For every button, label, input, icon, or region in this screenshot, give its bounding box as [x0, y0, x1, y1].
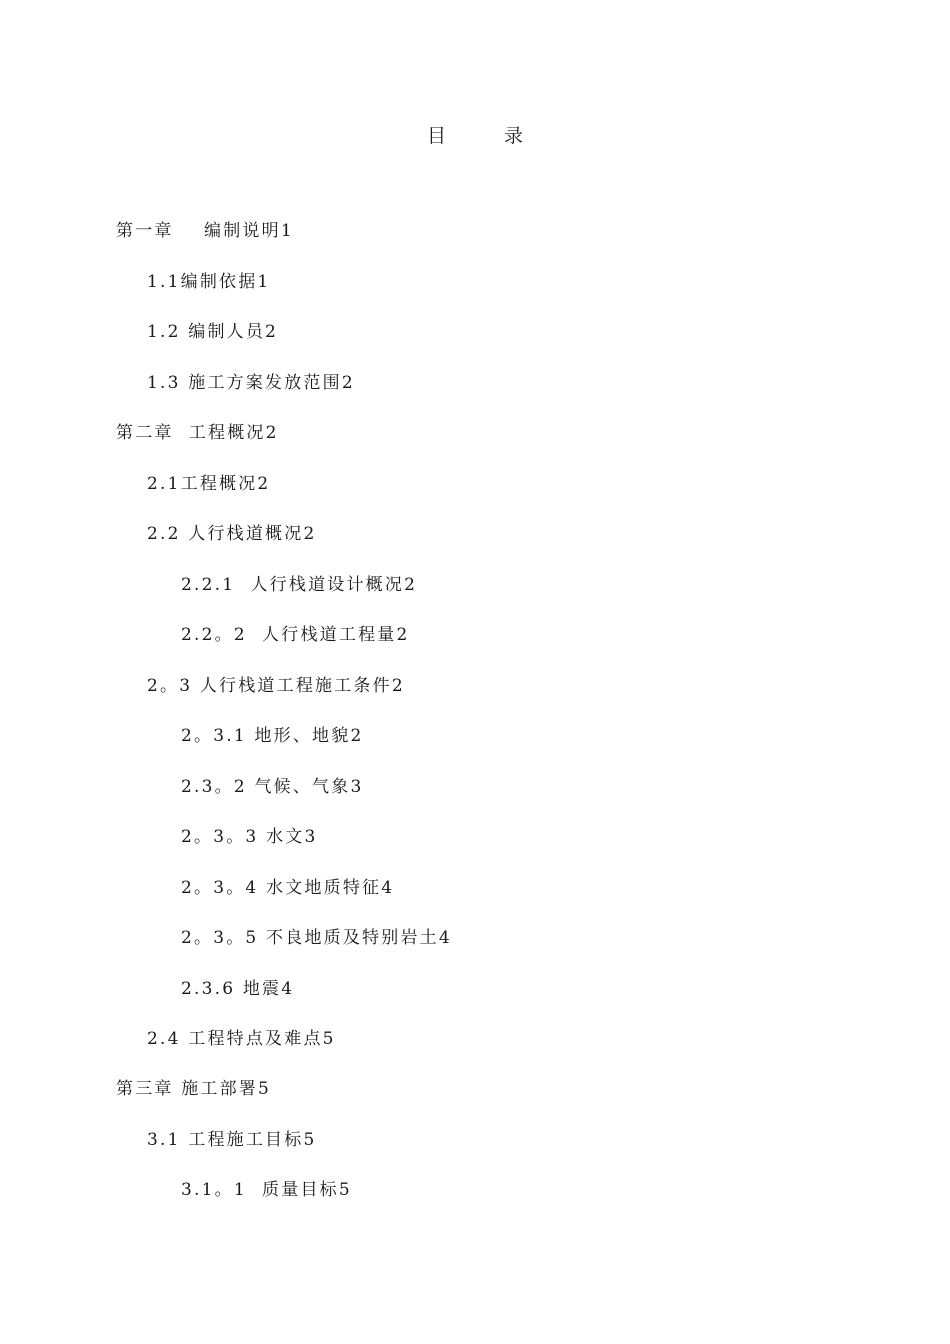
- toc-entry-2-2-1[interactable]: 2.2.1 人行栈道设计概况2: [181, 575, 418, 595]
- toc-entry-3-1-1[interactable]: 3.1。1 质量目标5: [181, 1180, 352, 1200]
- toc-entry-3-1[interactable]: 3.1 工程施工目标5: [147, 1130, 317, 1150]
- toc-entry-2-4[interactable]: 2.4 工程特点及难点5: [147, 1029, 336, 1049]
- toc-entry-2-3-6[interactable]: 2.3.6 地震4: [181, 979, 295, 999]
- toc-entry-1-2[interactable]: 1.2 编制人员2: [147, 322, 279, 342]
- toc-entry-2-3-1[interactable]: 2。3.1 地形、地貌2: [181, 726, 364, 746]
- toc-entry-chapter-2[interactable]: 第二章 工程概况2: [116, 423, 279, 443]
- toc-entry-2-2[interactable]: 2.2 人行栈道概况2: [147, 524, 317, 544]
- toc-title-char-1: 目: [426, 125, 446, 147]
- toc-entry-chapter-1[interactable]: 第一章 编制说明1: [116, 221, 294, 241]
- toc-entry-chapter-3[interactable]: 第三章 施工部署5: [116, 1079, 272, 1099]
- toc-entry-1-1[interactable]: 1.1编制依据1: [147, 272, 271, 292]
- toc-entry-2-3[interactable]: 2。3 人行栈道工程施工条件2: [147, 676, 405, 696]
- toc-entry-2-3-3[interactable]: 2。3。3 水文3: [181, 827, 318, 847]
- toc-entry-2-2-2[interactable]: 2.2。2 人行栈道工程量2: [181, 625, 410, 645]
- toc-entry-2-1[interactable]: 2.1工程概况2: [147, 474, 271, 494]
- toc-entry-2-3-2[interactable]: 2.3。2 气候、气象3: [181, 777, 364, 797]
- toc-title-char-2: 录: [504, 125, 524, 147]
- toc-entry-1-3[interactable]: 1.3 施工方案发放范围2: [147, 373, 355, 393]
- toc-entry-2-3-5[interactable]: 2。3。5 不良地质及特别岩土4: [181, 928, 452, 948]
- toc-entry-2-3-4[interactable]: 2。3。4 水文地质特征4: [181, 878, 395, 898]
